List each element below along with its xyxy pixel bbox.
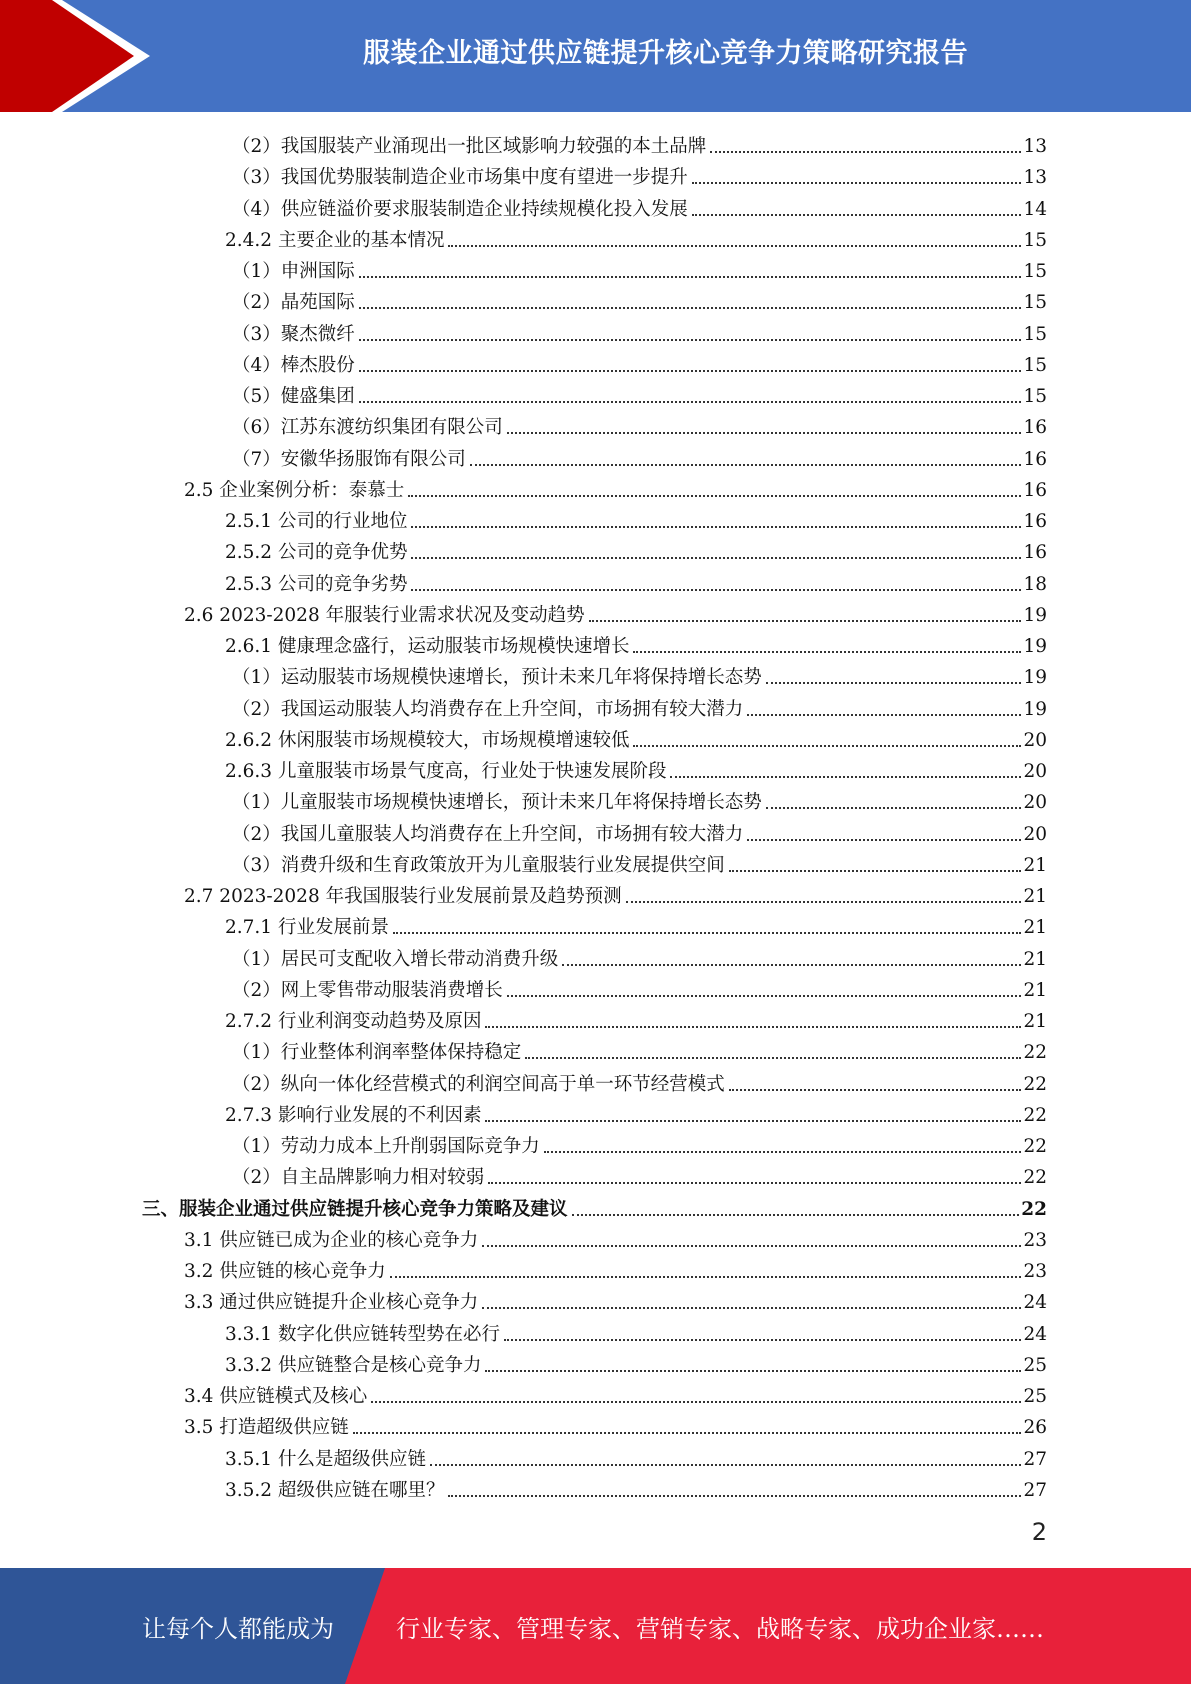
toc-entry-page: 22 — [1023, 1104, 1047, 1126]
toc-entry[interactable] — [225, 565, 1047, 596]
toc-leader-dots — [747, 713, 1021, 716]
toc-entry-title: 2.5.3 公司的竞争劣势 — [225, 573, 408, 595]
toc-entry-page: 13 — [1023, 136, 1047, 157]
toc-entry-page: 27 — [1023, 1448, 1047, 1470]
toc-leader-dots — [408, 494, 1021, 497]
toc-entry-page: 19 — [1023, 698, 1047, 720]
toc-leader-dots — [448, 1494, 1021, 1497]
toc-entry-page: 20 — [1023, 729, 1047, 751]
toc-leader-dots — [766, 806, 1022, 809]
toc-leader-dots — [359, 369, 1022, 372]
toc-leader-dots — [353, 1431, 1022, 1434]
toc-entry[interactable] — [232, 1065, 1047, 1096]
toc-leader-dots — [485, 1369, 1021, 1372]
toc-leader-dots — [470, 463, 1022, 466]
toc-leader-dots — [525, 1056, 1021, 1059]
toc-entry[interactable] — [232, 690, 1047, 721]
toc-leader-dots — [371, 1400, 1021, 1403]
toc-entry-title: 3.3.2 供应链整合是核心竞争力 — [225, 1354, 482, 1376]
toc-entry[interactable] — [225, 1440, 1047, 1471]
toc-entry-title: （6）江苏东渡纺织集团有限公司 — [232, 417, 503, 439]
toc-entry-title: （1）劳动力成本上升削弱国际竞争力 — [232, 1136, 540, 1157]
toc-entry[interactable] — [184, 1221, 1047, 1252]
toc-entry-page: 22 — [1023, 1073, 1047, 1095]
toc-entry[interactable] — [232, 1158, 1047, 1189]
toc-entry-title: 3.3 通过供应链提升企业核心竞争力 — [184, 1292, 479, 1314]
toc-entry-page: 15 — [1023, 354, 1047, 376]
toc-entry[interactable] — [232, 815, 1047, 846]
toc-leader-dots — [589, 619, 1022, 622]
toc-entry-page: 26 — [1023, 1417, 1047, 1439]
toc-entry-title: （2）网上零售带动服装消费增长 — [232, 979, 503, 1001]
toc-entry-page: 22 — [1023, 1167, 1047, 1189]
toc-entry[interactable] — [232, 283, 1047, 314]
toc-entry-title: （3）消费升级和生育政策放开为儿童服装行业发展提供空间 — [232, 854, 725, 876]
toc-entry-title: （2）晶苑国际 — [232, 292, 355, 314]
toc-entry-title: 3.4 供应链模式及核心 — [184, 1386, 368, 1407]
toc-entry-page: 21 — [1023, 948, 1047, 970]
toc-entry-title: （1）居民可支配收入增长带动消费升级 — [232, 948, 559, 970]
toc-leader-dots — [482, 1306, 1021, 1309]
toc-leader-dots — [390, 1275, 1022, 1278]
toc-entry-page: 16 — [1023, 542, 1047, 564]
toc-entry-page: 25 — [1023, 1386, 1047, 1407]
toc-entry[interactable] — [225, 1471, 1047, 1502]
page-number: 2 — [1031, 1518, 1047, 1546]
toc-entry-title: 2.7.2 行业利润变动趋势及原因 — [225, 1011, 482, 1032]
toc-entry-page: 25 — [1023, 1354, 1047, 1376]
toc-entry-page: 14 — [1023, 198, 1047, 220]
toc-entry[interactable] — [232, 190, 1047, 221]
toc-leader-dots — [504, 1338, 1021, 1341]
toc-entry-title: 2.6.2 休闲服装市场规模较大，市场规模增速较低 — [225, 729, 630, 751]
toc-leader-dots — [670, 775, 1021, 778]
toc-entry[interactable] — [225, 908, 1047, 939]
toc-entry-title: （2）自主品牌影响力相对较弱 — [232, 1167, 485, 1189]
toc-leader-dots — [544, 1150, 1022, 1153]
toc-entry-page: 20 — [1023, 761, 1047, 782]
toc-entry-page: 15 — [1023, 323, 1047, 345]
toc-leader-dots — [633, 650, 1021, 653]
toc-leader-dots — [710, 150, 1021, 153]
toc-entry[interactable] — [184, 1252, 1047, 1283]
toc-entry-title: 3.5.1 什么是超级供应链 — [225, 1448, 426, 1470]
toc-leader-dots — [359, 275, 1022, 278]
toc-leader-dots — [485, 1025, 1021, 1028]
footer-slogan-left: 让每个人都能成为 — [142, 1614, 334, 1643]
toc-entry-page: 15 — [1023, 261, 1047, 282]
toc-entry-page: 18 — [1023, 573, 1047, 595]
toc-entry[interactable] — [184, 1408, 1047, 1439]
toc-entry-page: 21 — [1023, 886, 1047, 907]
toc-entry[interactable] — [225, 221, 1047, 252]
toc-leader-dots — [359, 306, 1022, 309]
toc-entry[interactable] — [232, 252, 1047, 283]
toc-entry[interactable] — [232, 846, 1047, 877]
toc-leader-dots — [359, 338, 1022, 341]
toc-entry[interactable] — [184, 596, 1047, 627]
toc-entry-title: 2.5.1 公司的行业地位 — [225, 511, 408, 532]
toc-leader-dots — [488, 1181, 1021, 1184]
toc-leader-dots — [562, 963, 1021, 966]
toc-entry[interactable] — [232, 1127, 1047, 1158]
toc-leader-dots — [411, 588, 1021, 591]
toc-entry-page: 22 — [1023, 1136, 1047, 1157]
toc-entry-page: 13 — [1023, 167, 1047, 189]
toc-entry[interactable] — [232, 940, 1047, 971]
toc-entry-page: 21 — [1023, 917, 1047, 939]
toc-entry[interactable] — [184, 471, 1047, 502]
header-arrow-icon — [0, 0, 160, 112]
toc-leader-dots — [692, 213, 1022, 216]
page-header — [0, 0, 1191, 112]
toc-entry[interactable] — [184, 877, 1047, 908]
toc-leader-dots — [507, 994, 1022, 997]
footer-slogan-right: 行业专家、管理专家、营销专家、战略专家、成功企业家…… — [396, 1614, 1044, 1643]
toc-entry-title: （1）申洲国际 — [232, 261, 355, 282]
toc-entry[interactable] — [232, 377, 1047, 408]
toc-entry[interactable] — [232, 1033, 1047, 1064]
toc-entry[interactable] — [232, 408, 1047, 439]
toc-entry-title: 3.3.1 数字化供应链转型势在必行 — [225, 1323, 500, 1345]
toc-entry-page: 19 — [1023, 604, 1047, 626]
toc-entry-title: （2）纵向一体化经营模式的利润空间高于单一环节经营模式 — [232, 1073, 725, 1095]
toc-entry-page: 22 — [1023, 1042, 1047, 1064]
toc-entry[interactable] — [225, 502, 1047, 533]
toc-entry[interactable] — [232, 971, 1047, 1002]
toc-entry-page: 16 — [1023, 417, 1047, 439]
toc-entry-page: 24 — [1023, 1292, 1047, 1314]
toc-entry[interactable] — [232, 440, 1047, 471]
toc-entry-title: 3.5.2 超级供应链在哪里？ — [225, 1479, 445, 1501]
toc-entry[interactable] — [225, 627, 1047, 658]
toc-leader-dots — [633, 744, 1021, 747]
toc-entry-page: 15 — [1023, 292, 1047, 314]
toc-entry[interactable] — [232, 315, 1047, 346]
page-footer — [0, 1568, 1191, 1684]
toc-entry-title: （4）供应链溢价要求服装制造企业持续规模化投入发展 — [232, 198, 688, 220]
toc-entry-title: （1）运动服装市场规模快速增长，预计未来几年将保持增长态势 — [232, 667, 762, 689]
toc-entry-title: （1）行业整体利润率整体保持稳定 — [232, 1042, 522, 1064]
toc-entry-page: 19 — [1023, 667, 1047, 689]
toc-entry-page: 23 — [1023, 1261, 1047, 1282]
toc-entry-page: 21 — [1023, 1011, 1047, 1032]
toc-leader-dots — [729, 1088, 1022, 1091]
toc-entry-title: 2.7.3 影响行业发展的不利因素 — [225, 1104, 482, 1126]
toc-entry[interactable] — [232, 783, 1047, 814]
toc-entry-page: 21 — [1023, 854, 1047, 876]
toc-entry[interactable] — [225, 1002, 1047, 1033]
toc-entry-title: 2.6.3 儿童服装市场景气度高，行业处于快速发展阶段 — [225, 761, 667, 782]
toc-leader-dots — [393, 931, 1021, 934]
toc-entry-title: （3）我国优势服装制造企业市场集中度有望进一步提升 — [232, 167, 688, 189]
toc-entry[interactable] — [142, 1190, 1047, 1221]
toc-leader-dots — [572, 1213, 1020, 1216]
toc-entry[interactable] — [184, 1377, 1047, 1408]
toc-entry-page: 20 — [1023, 823, 1047, 845]
toc-entry-page: 16 — [1023, 511, 1047, 532]
toc-leader-dots — [482, 1244, 1021, 1247]
toc-leader-dots — [359, 400, 1022, 403]
toc-leader-dots — [430, 1463, 1021, 1466]
toc-entry-title: 3.2 供应链的核心竞争力 — [184, 1261, 386, 1282]
toc-entry[interactable] — [232, 127, 1047, 158]
toc-entry-title: 三、服装企业通过供应链提升核心竞争力策略及建议 — [142, 1198, 568, 1220]
toc-entry-title: 2.7 2023-2028 年我国服装行业发展前景及趋势预测 — [184, 886, 622, 907]
toc-entry[interactable] — [225, 1315, 1047, 1346]
toc-entry-page: 16 — [1023, 448, 1047, 470]
toc-entry-page: 19 — [1023, 636, 1047, 657]
toc-entry[interactable] — [184, 1283, 1047, 1314]
toc-entry-title: 2.7.1 行业发展前景 — [225, 917, 389, 939]
toc-entry-page: 27 — [1023, 1479, 1047, 1501]
toc-entry-title: （5）健盛集团 — [232, 386, 355, 407]
toc-entry-page: 23 — [1023, 1229, 1047, 1251]
toc-entry-title: （1）儿童服装市场规模快速增长，预计未来几年将保持增长态势 — [232, 792, 762, 814]
toc-entry-title: 2.6 2023-2028 年服装行业需求状况及变动趋势 — [184, 604, 585, 626]
toc-entry-page: 22 — [1021, 1198, 1047, 1220]
toc-entry-page: 16 — [1023, 479, 1047, 501]
toc-entry-title: （2）我国运动服装人均消费存在上升空间，市场拥有较大潜力 — [232, 698, 744, 720]
toc-entry-page: 15 — [1023, 386, 1047, 407]
toc-entry[interactable] — [225, 533, 1047, 564]
toc-entry-title: 3.5 打造超级供应链 — [184, 1417, 349, 1439]
toc-entry-title: 2.5 企业案例分析：泰慕士 — [184, 479, 405, 501]
toc-leader-dots — [485, 1119, 1021, 1122]
toc-entry-title: 2.4.2 主要企业的基本情况 — [225, 229, 445, 251]
toc-entry-title: 3.1 供应链已成为企业的核心竞争力 — [184, 1229, 479, 1251]
toc-entry[interactable] — [232, 658, 1047, 689]
toc-entry-page: 20 — [1023, 792, 1047, 814]
toc-entry-title: （3）聚杰微纤 — [232, 323, 355, 345]
toc-leader-dots — [507, 431, 1022, 434]
toc-entry-title: （2）我国儿童服装人均消费存在上升空间，市场拥有较大潜力 — [232, 823, 744, 845]
toc-entry-page: 24 — [1023, 1323, 1047, 1345]
toc-entry[interactable] — [225, 752, 1047, 783]
toc-entry-page: 21 — [1023, 979, 1047, 1001]
report-title: 服装企业通过供应链提升核心竞争力策略研究报告 — [363, 37, 968, 69]
toc-entry[interactable] — [232, 158, 1047, 189]
toc-entry[interactable] — [225, 1096, 1047, 1127]
toc-entry[interactable] — [225, 721, 1047, 752]
toc-entry-title: 2.5.2 公司的竞争优势 — [225, 542, 408, 564]
toc-leader-dots — [626, 900, 1022, 903]
toc-entry-title: （7）安徽华扬服饰有限公司 — [232, 448, 466, 470]
toc-entry[interactable] — [225, 1346, 1047, 1377]
toc-leader-dots — [448, 244, 1021, 247]
toc-entry-title: （4）棒杰股份 — [232, 354, 355, 376]
toc-leader-dots — [411, 525, 1021, 528]
toc-entry[interactable] — [232, 346, 1047, 377]
toc-leader-dots — [747, 838, 1021, 841]
toc-leader-dots — [766, 681, 1022, 684]
toc-leader-dots — [692, 181, 1022, 184]
toc-leader-dots — [411, 556, 1021, 559]
toc-entry-title: 2.6.1 健康理念盛行，运动服装市场规模快速增长 — [225, 636, 630, 657]
toc-leader-dots — [729, 869, 1022, 872]
toc-entry-page: 15 — [1023, 229, 1047, 251]
toc-entry-title: （2）我国服装产业涌现出一批区域影响力较强的本土品牌 — [232, 136, 707, 157]
